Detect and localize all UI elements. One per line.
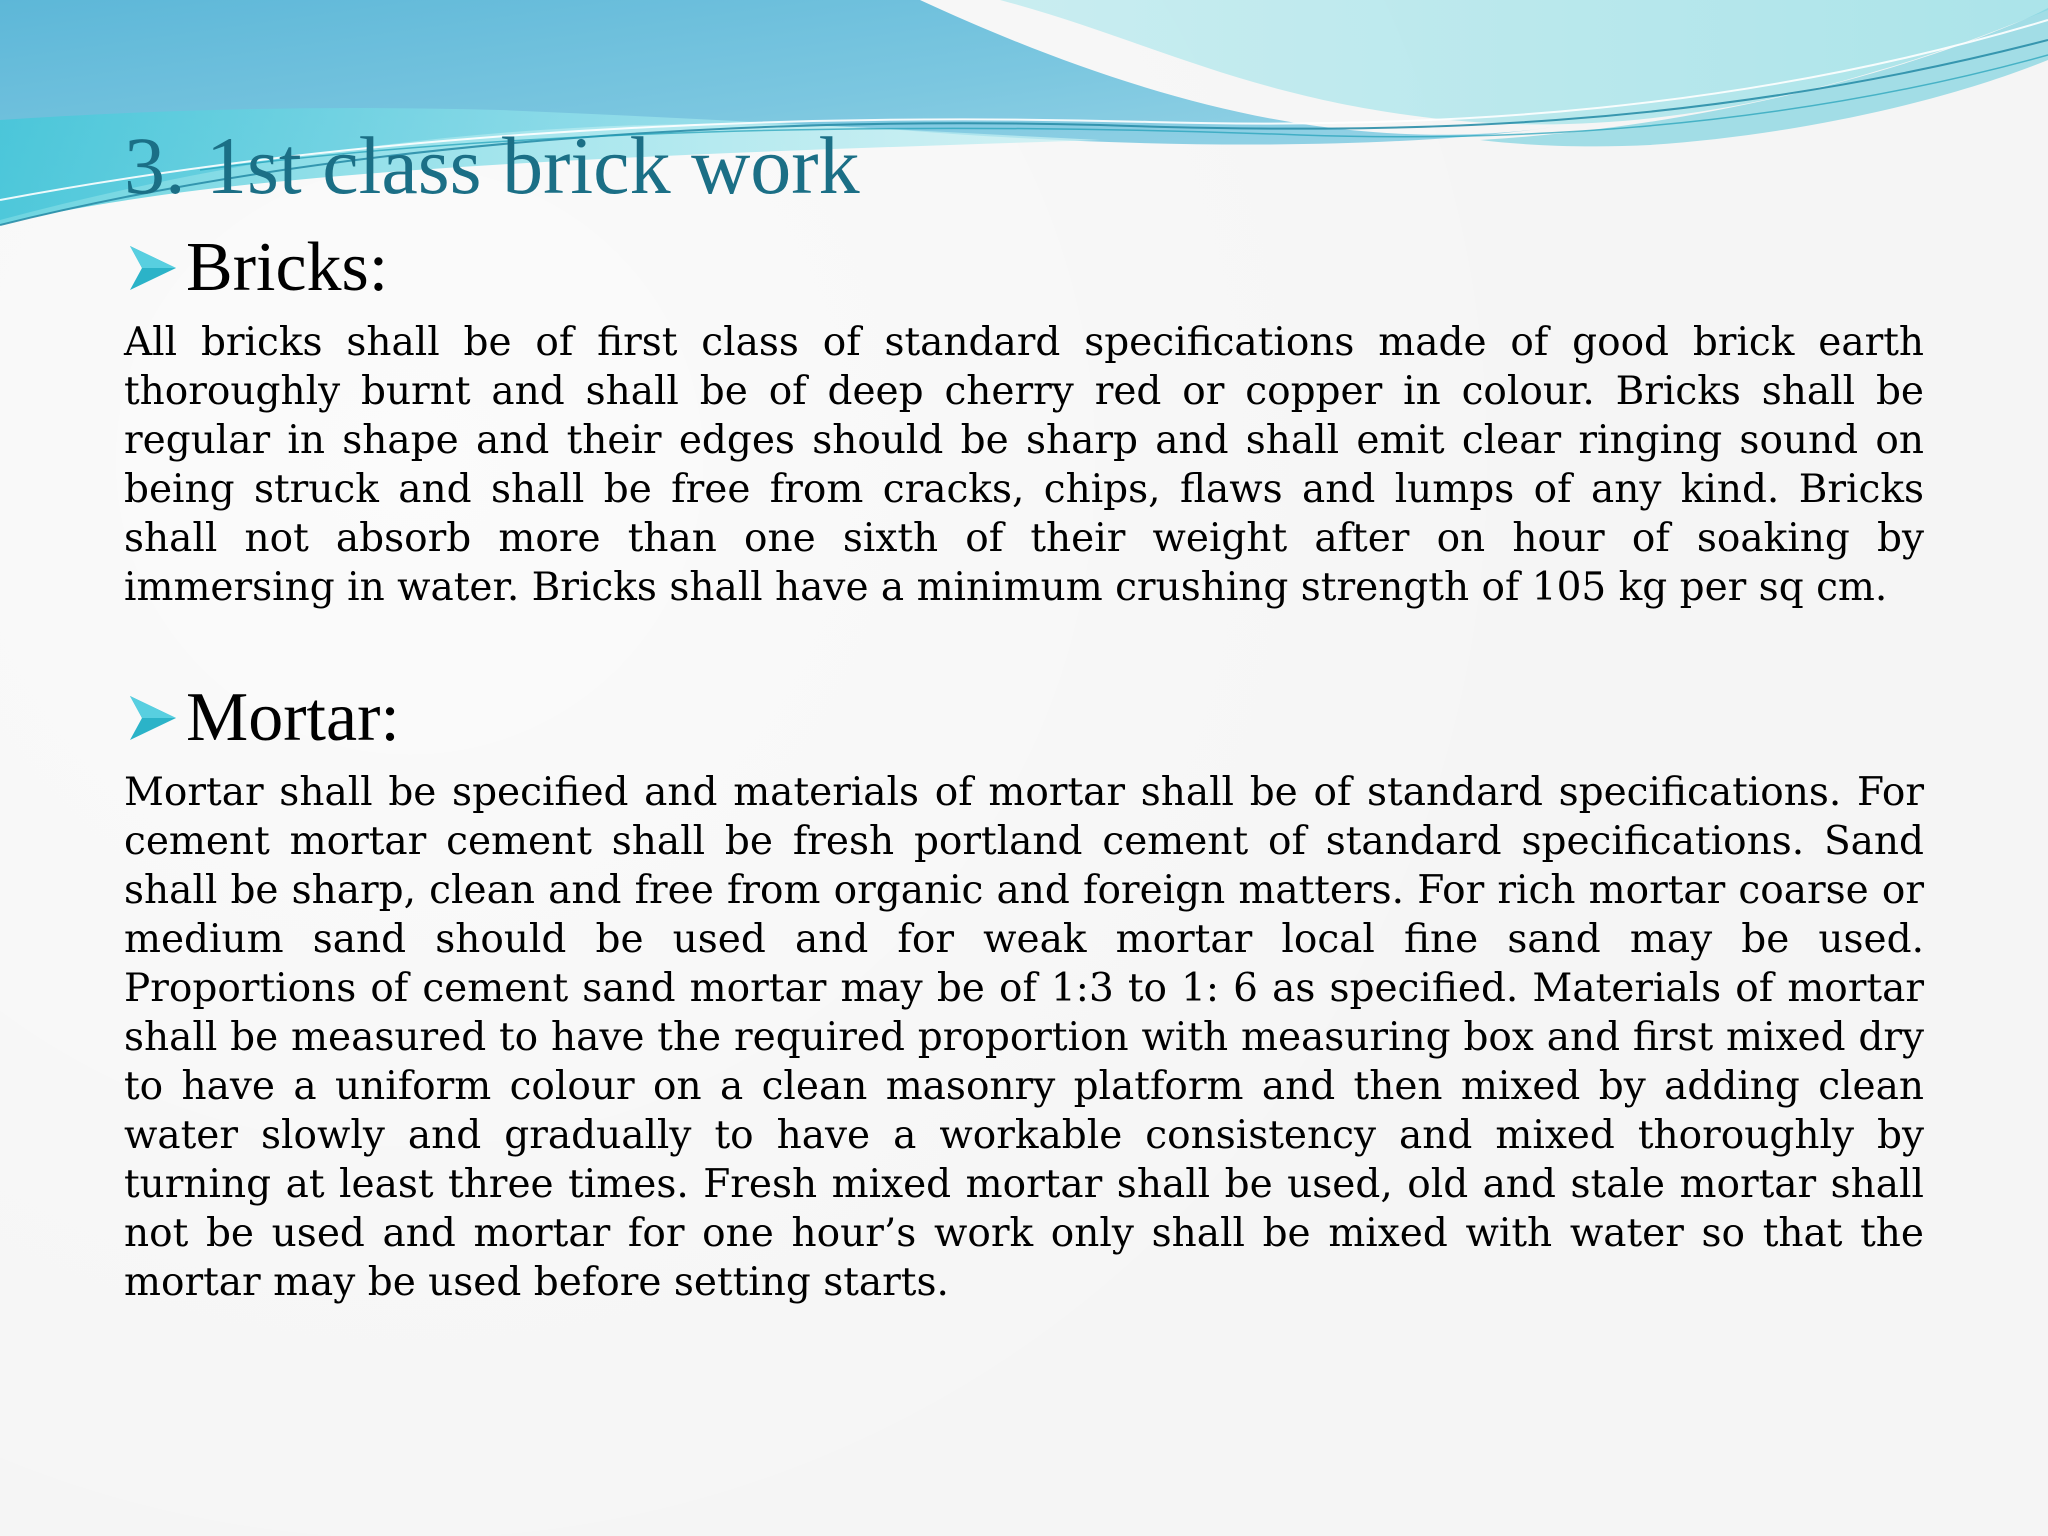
section-heading-label: Mortar: — [186, 679, 400, 756]
arrow-bullet-icon — [130, 246, 176, 290]
section-heading-mortar — [130, 678, 400, 758]
slide-title: 3. 1st class brick work — [124, 120, 860, 211]
section-heading-bricks — [130, 228, 388, 308]
arrow-bullet-icon — [130, 696, 176, 740]
section-body-mortar: Mortar shall be specified and materials of mortar shall be of standard specifications. For cement mortar cement shall be fresh portland cement of standard specifications. Sand shall be sharp, clean and free from organic and foreign matters. For rich mortar coarse or medium sand should be used and for weak mortar local fine sand may be used. Proportions of cement sand mortar may be of 1:3 to 1: 6 as specified. Materials of mortar shall be measured to have the required proportion with measuring box and first mixed dry to have a uniform colour on a clean masonry platform and then mixed by adding clean water slowly and gradually to have a workable consistency and mixed thoroughly by turning at least three times. Fresh mixed mortar shall be used, old and stale mortar shall not be used and mortar for one hour’s work only shall be mixed with water so that the mortar may be used before setting starts. — [124, 770, 1924, 1305]
section-body-bricks: All bricks shall be of first class of standard specifications made of good brick earth thoroughly burnt and shall be of deep cherry red or copper in colour. Bricks shall be regular in shape and their edges should be sharp and shall emit clear ringing sound on being struck and shall be free from cracks, chips, flaws and lumps of any kind. Bricks shall not absorb more than one sixth of their weight after on hour of soaking by immersing in water. Bricks shall have a minimum crushing strength of 105 kg per sq cm. — [124, 320, 1924, 610]
section-heading-label: Bricks: — [186, 229, 389, 306]
